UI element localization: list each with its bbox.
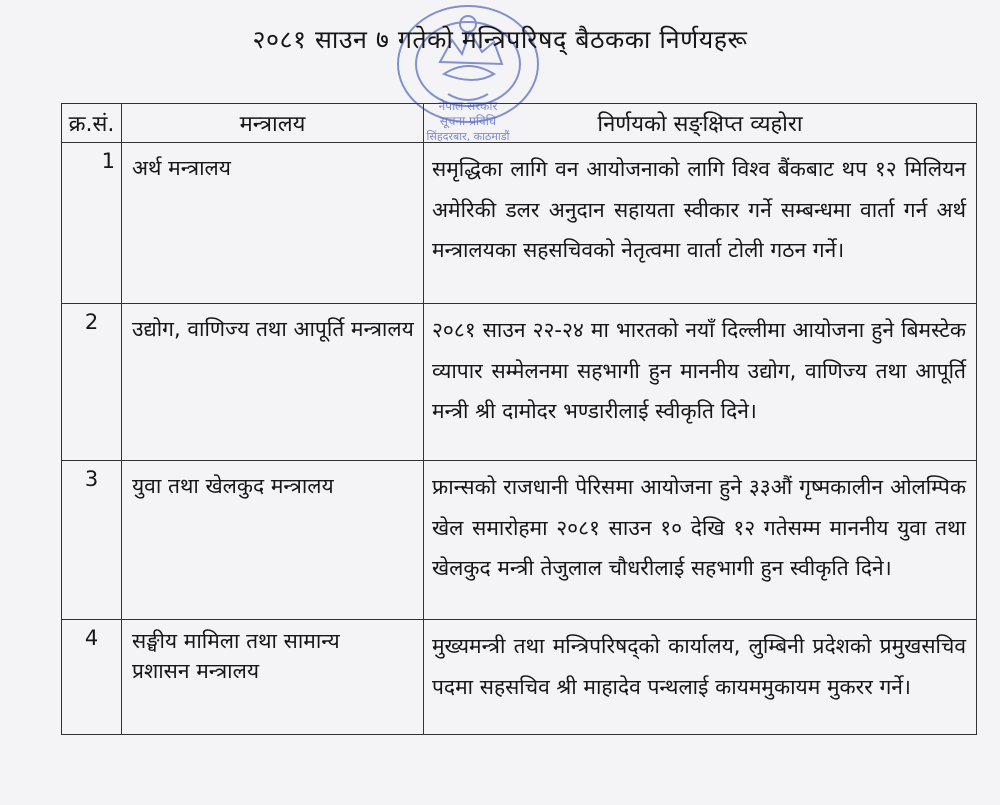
table-row (62, 304, 977, 461)
row-serial-number: 4 (62, 620, 122, 735)
row-serial-number: 1 (62, 143, 122, 304)
row-ministry: उद्योग, वाणिज्य तथा आपूर्ति मन्त्रालय (122, 304, 424, 461)
seal-middle-text: सूचना प्रविधि (439, 114, 497, 128)
row-decision: फ्रान्सको राजधानी पेरिसमा आयोजना हुने ३३औं गृष्मकालीन ओलम्पिक खेल समारोहमा २०८१ साउन १० देखि १२ गतेसम्म माननीय युवा तथा खेलकुद मन्त्री तेजुलाल चौधरीलाई सहभागी हुन स्वीकृति दिने। (424, 461, 977, 620)
table-row (62, 143, 977, 304)
seal-bottom-text: सिंहदरबार, काठमाडौं (426, 130, 510, 143)
header-serial-number: क्र.सं. (62, 104, 122, 143)
row-ministry: अर्थ मन्त्रालय (122, 143, 424, 304)
header-decision-summary: निर्णयको सङ्क्षिप्त व्यहोरा (424, 104, 977, 143)
table-row (62, 620, 977, 735)
row-decision: मुख्यमन्त्री तथा मन्त्रिपरिषद्को कार्यालय, लुम्बिनी प्रदेशको प्रमुखसचिव पदमा सहसचिव श्री माहादेव पन्थलाई कायममुकायम मुकरर गर्ने। (424, 620, 977, 735)
row-ministry-line: प्रशासन मन्त्रालय (132, 659, 260, 683)
row-decision: समृद्धिका लागि वन आयोजनाको लागि विश्व बैंकबाट थप १२ मिलियन अमेरिकी डलर अनुदान सहायता स्वीकार गर्ने सम्बन्धमा वार्ता गर्न अर्थ मन्त्रालयका सहसचिवको नेतृत्वमा वार्ता टोली गठन गर्ने। (424, 143, 977, 304)
row-serial-number: 2 (62, 304, 122, 461)
document-title: २०८१ साउन ७ गतेको मन्त्रिपरिषद् बैठकका निर्णयहरू (252, 25, 748, 54)
seal-top-text: नेपाल सरकार (438, 99, 498, 113)
row-serial-number: 3 (62, 461, 122, 620)
table-row (62, 461, 977, 620)
row-ministry-line: सङ्घीय मामिला तथा सामान्य (132, 629, 340, 653)
row-ministry (122, 620, 424, 735)
row-ministry: युवा तथा खेलकुद मन्त्रालय (122, 461, 424, 620)
row-decision: २०८१ साउन २२-२४ मा भारतको नयाँ दिल्लीमा आयोजना हुने बिमस्टेक व्यापार सम्मेलनमा सहभागी हुन माननीय उद्योग, वाणिज्य तथा आपूर्ति मन्त्री श्री दामोदर भण्डारीलाई स्वीकृति दिने। (424, 304, 977, 461)
table-header-row (62, 104, 977, 143)
header-ministry: मन्त्रालय (122, 104, 424, 143)
cabinet-decisions-table (61, 103, 977, 735)
